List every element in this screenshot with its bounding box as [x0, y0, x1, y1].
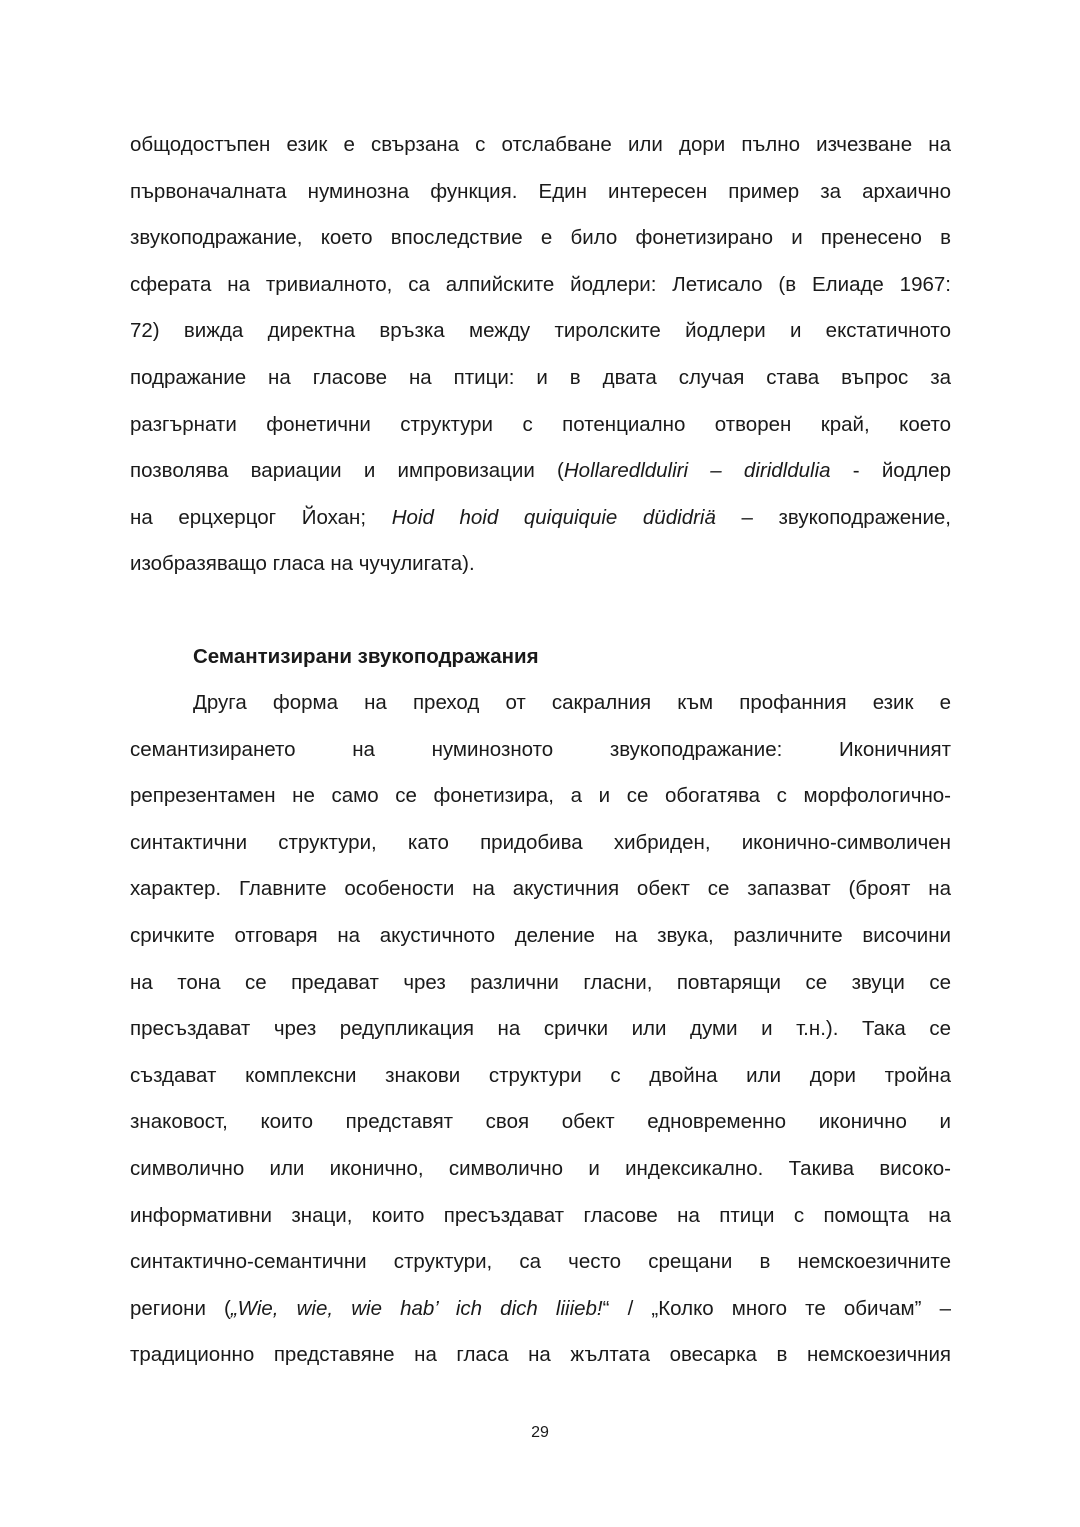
text-line: 72) вижда директна връзка между тиролските йодлери и екстатичното [130, 319, 951, 343]
text-line: информативни знаци, които пресъздават гласове на птици с помощта на [130, 1203, 951, 1227]
text-line: синтактични структури, като придобива хибриден, иконично-символичен [130, 830, 951, 854]
text-line [130, 495, 951, 542]
text-line: общодостъпен език е свързана с отслабване или дори пълно изчезване на [130, 133, 951, 156]
text-line: репрезентамен не само се фонетизира, а и се обогатява с морфологично- [130, 784, 951, 808]
text-line: сферата на тривиалното, са алпийските йодлери: Летисало (в Елиаде 1967: [130, 272, 951, 296]
text-line: подражание на гласове на птици: и в двата случая става въпрос за [130, 365, 951, 389]
text-line: сричките отговаря на акустичното деление на звука, различните височини [130, 923, 951, 947]
german-phrase-italic: „Wie, wie, wie hab’ ich dich liiieb! [230, 1296, 603, 1320]
lark-example-italic: Hoid hoid quiquiquie düdidriä [391, 505, 716, 529]
text-line: синтактично-семантични структури, са често срещани в немскоезичните [130, 1250, 951, 1274]
text-line: пресъздават чрез редупликация на срички или думи и т.н.). Така се [130, 1017, 951, 1041]
text-segment: - йодлер [830, 459, 951, 483]
section-heading: Семантизирани звукоподражания [193, 645, 539, 668]
text-line [130, 448, 951, 495]
text-line: първоначалната нуминозна функция. Един интересен пример за архаично [130, 179, 951, 203]
text-line: изобразяващо гласа на чучулигата). [130, 552, 475, 576]
text-line: характер. Главните особености на акустичния обект се запазват (броят на [130, 877, 951, 901]
text-segment: региони ( [130, 1296, 231, 1320]
text-segment: на ерцхерцог Йохан; [130, 505, 392, 529]
text-segment: позволява вариации и импровизации ( [130, 459, 564, 483]
text-line: символично или иконично, символично и индексикално. Такива високо- [130, 1156, 951, 1180]
text-segment: “ / „Колко много те обичам” – [602, 1296, 951, 1320]
text-line: знаковост, които представят своя обект едновременно иконично и [130, 1110, 951, 1134]
section-heading-block [130, 634, 951, 681]
text-line: звукоподражание, което впоследствие е било фонетизирано и пренесено в [130, 226, 951, 250]
paragraph-1 [130, 122, 951, 588]
text-line: Друга форма на преход от сакралния към профанния език е [193, 691, 951, 714]
text-line: на тона се предават чрез различни гласни, повтарящи се звуци се [130, 970, 951, 994]
text-line: разгърнати фонетични структури с потенциално отворен край, което [130, 412, 951, 436]
page-number: 29 [531, 1424, 549, 1441]
paragraph-2 [130, 680, 951, 1379]
text-line: създават комплексни знакови структури с двойна или дори тройна [130, 1063, 951, 1087]
text-line [130, 1286, 951, 1333]
text-line: традиционно представяне на гласа на жълтата овесарка в немскоезичния [130, 1343, 951, 1367]
yodel-example-italic: Hollaredlduliri – diridldulia [563, 459, 831, 483]
text-segment: – звукоподражение, [715, 505, 951, 529]
text-line: семантизирането на нуминозното звукоподражание: Иконичният [130, 737, 951, 761]
